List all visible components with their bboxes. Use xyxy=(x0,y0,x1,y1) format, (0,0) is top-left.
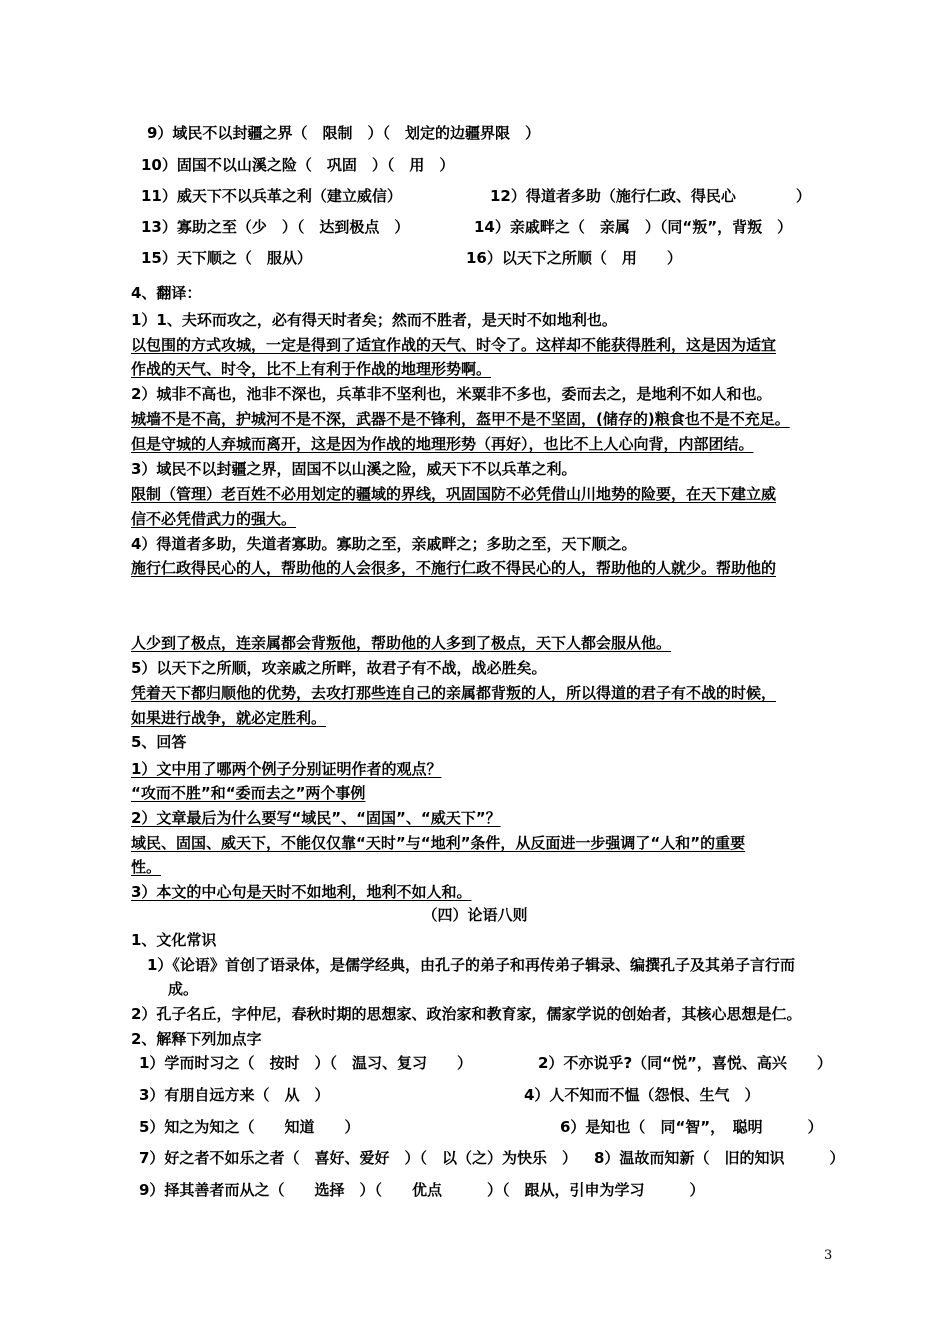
translation-answer-3-line-1: 限制（管理）老百姓不必用划定的疆域的界线，巩固国防不必凭借山川地势的险要，在天下建立威 xyxy=(131,485,777,503)
glossary-b-item-5: 5）知之为知之（ 知道 ） xyxy=(139,1118,360,1136)
answer-question-1: 1）文中用了哪两个例子分别证明作者的观点？ xyxy=(131,760,442,778)
translation-question-1: 1）1、夫环而攻之，必有得天时者矣；然而不胜者，是天时不如地利也。 xyxy=(131,311,617,329)
translation-answer-5-line-2: 如果进行战争，就必定胜利。 xyxy=(131,709,327,727)
translation-answer-2-line-2: 但是守城的人弃城而离开，这是因为作战的地理形势（再好），也比不上人心向背，内部团结。 xyxy=(131,435,754,453)
glossary-item-16: 16）以天下之所顺（ 用 ） xyxy=(466,249,682,267)
translation-answer-4-line-2: 人少到了极点，连亲属都会背叛他，帮助他的人多到了极点，天下人都会服从他。 xyxy=(131,634,672,652)
glossary-item-11: 11）威天下不以兵革之利（建立威信） xyxy=(141,187,402,205)
glossary-item-12: 12）得道者多助（施行仁政、得民心 ） xyxy=(490,187,811,205)
culture-paragraph-2: 2）孔子名丘，字仲尼，春秋时期的思想家、政治家和教育家，儒家学说的创始者，其核心思想是仁。 xyxy=(131,1005,802,1023)
answer-2-line-2: 性。 xyxy=(131,858,162,876)
translation-question-2: 2）城非不高也，池非不深也，兵革非不坚利也，米粟非不多也，委而去之，是地利不如人和也。 xyxy=(131,385,772,403)
glossary-b-heading: 2、解释下列加点字 xyxy=(131,1030,262,1048)
glossary-b-item-7: 7）好之者不如乐之者（ 喜好、爱好 ）（ 以（之）为快乐 ） xyxy=(139,1149,577,1167)
translation-answer-2-line-1: 城墙不是不高，护城河不是不深，武器不是不锋利，盔甲不是不坚固，(储存的)粮食也不是不充足。 xyxy=(131,410,790,428)
glossary-b-item-2: 2）不亦说乎?（同“悦”，喜悦、高兴 ） xyxy=(538,1054,832,1072)
culture-heading: 1、文化常识 xyxy=(131,931,217,949)
glossary-b-item-6: 6）是知也（ 同“智”， 聪明 ） xyxy=(560,1118,823,1136)
glossary-b-item-3: 3）有朋自远方来（ 从 ） xyxy=(139,1086,330,1104)
translation-question-5: 5）以天下之所顺，攻亲戚之所畔，故君子有不战，战必胜矣。 xyxy=(131,659,547,677)
translation-answer-1-line-2: 作战的天气、时令，比不上有利于作战的地理形势啊。 xyxy=(131,360,492,378)
glossary-b-item-8: 8）温故而知新（ 旧的知识 ） xyxy=(594,1149,845,1167)
glossary-item-9: 9）域民不以封疆之界（ 限制 ）（ 划定的边疆界限 ） xyxy=(147,124,540,142)
translation-question-3: 3）域民不以封疆之界，固国不以山溪之险，威天下不以兵革之利。 xyxy=(131,460,577,478)
translation-answer-5-line-1: 凭着天下都归顺他的优势，去攻打那些连自己的亲属都背叛的人，所以得道的君子有不战的时候， xyxy=(131,684,777,702)
section-title: （四）论语八则 xyxy=(422,906,528,924)
answer-2-line-1: 域民、固国、威天下，不能仅仅靠“天时”与“地利”条件，从反面进一步强调了“人和”的重要 xyxy=(131,834,746,852)
glossary-item-10: 10）固国不以山溪之险（ 巩固 ）（ 用 ） xyxy=(141,156,455,174)
answer-question-2: 2）文章最后为什么要写“域民”、“固国”、“威天下”？ xyxy=(131,809,501,827)
glossary-item-13: 13）寡助之至（少 ）（ 达到极点 ） xyxy=(141,218,410,236)
glossary-b-item-1: 1）学而时习之（ 按时 ）（ 温习、复习 ） xyxy=(139,1054,472,1072)
translation-answer-4-line-1: 施行仁政得民心的人，帮助他的人会很多，不施行仁政不得民心的人，帮助他的人就少。帮助他的 xyxy=(131,559,777,577)
page-number: 3 xyxy=(824,1248,833,1263)
answer-question-3: 3）本文的中心句是天时不如地利，地利不如人和。 xyxy=(131,883,472,901)
glossary-item-15: 15）天下顺之（ 服从） xyxy=(141,249,312,267)
translation-question-4: 4）得道者多助，失道者寡助。寡助之至，亲戚畔之；多助之至，天下顺之。 xyxy=(131,535,637,553)
translation-answer-1-line-1: 以包围的方式攻城，一定是得到了适宜作战的天气、时令了。这样却不能获得胜利，这是因为适宜 xyxy=(131,336,777,354)
culture-paragraph-1-line-2: 成。 xyxy=(168,980,199,998)
section-heading-translation: 4、翻译： xyxy=(131,284,202,302)
glossary-item-14: 14）亲戚畔之（ 亲属 ）（同“叛”，背叛 ） xyxy=(474,218,793,236)
section-heading-answer: 5、回答 xyxy=(131,733,187,751)
answer-1: “攻而不胜”和“委而去之”两个事例 xyxy=(131,784,366,802)
glossary-b-item-4: 4）人不知而不愠（怨恨、生气 ） xyxy=(524,1086,760,1104)
glossary-b-item-9: 9）择其善者而从之（ 选择 ）（ 优点 ）（ 跟从，引申为学习 ） xyxy=(139,1181,705,1199)
culture-paragraph-1-line-1: 1）《论语》首创了语录体，是儒学经典，由孔子的弟子和再传弟子辑录、编撰孔子及其弟子言行而 xyxy=(147,956,795,974)
translation-answer-3-line-2: 信不必凭借武力的强大。 xyxy=(131,510,297,528)
